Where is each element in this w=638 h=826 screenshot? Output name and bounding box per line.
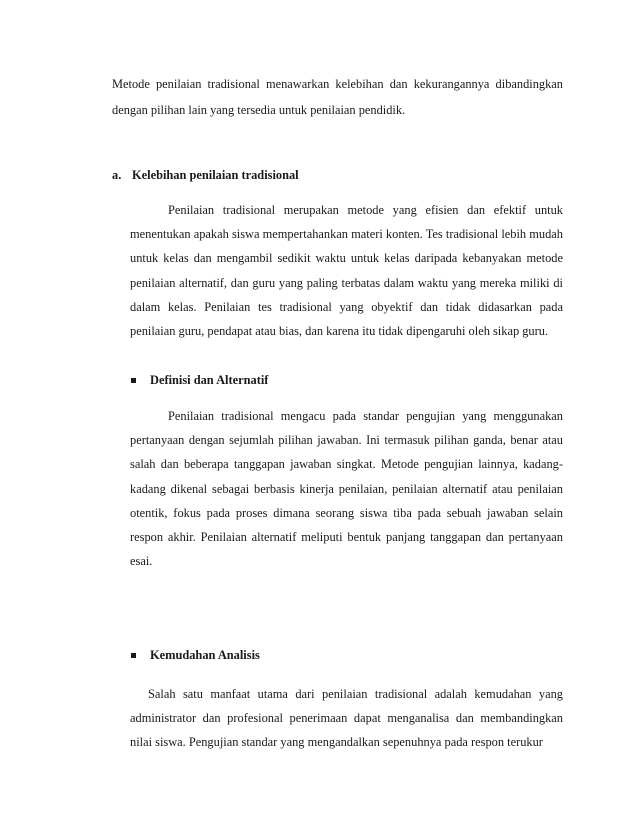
section-a-heading bbox=[112, 165, 299, 185]
section-a-title: Kelebihan penilaian tradisional bbox=[132, 168, 299, 182]
bullet-square-icon bbox=[131, 378, 136, 383]
kemudahan-paragraph: Salah satu manfaat utama dari penilaian tradisional adalah kemudahan yang administrator dan profesional penerimaan dapat menganalisa dan membandingkan nilai siswa. Pengujian standar yang mengandalkan sepenuhnya pada respon terukur bbox=[130, 687, 563, 750]
definisi-paragraph: Penilaian tradisional mengacu pada standar pengujian yang menggunakan pertanyaan dengan sejumlah pilihan jawaban. Ini termasuk pilihan ganda, benar atau salah dan beberapa tanggapan jawaban singkat. Metode pengujian lainnya, kadang-kadang dikenal sebagai berbasis kinerja penilaian, penilaian alternatif atau penilaian otentik, fokus pada proses dimana seorang siswa tiba pada sebuah jawaban selain respon akhir. Penilaian alternatif meliputi bentuk panjang tanggapan dan pertanyaan esai. bbox=[130, 409, 563, 569]
bullet-heading-definisi bbox=[130, 370, 268, 390]
bullet-title: Definisi dan Alternatif bbox=[150, 373, 269, 387]
bullet-square-icon bbox=[131, 653, 136, 658]
section-a-marker: a. bbox=[112, 168, 122, 182]
bullet-heading-kemudahan bbox=[130, 645, 260, 665]
bullet-title: Kemudahan Analisis bbox=[150, 648, 260, 662]
section-a-paragraph: Penilaian tradisional merupakan metode yang efisien dan efektif untuk menentukan apakah siswa mempertahankan materi konten. Tes tradisional lebih mudah untuk kelas dan mengambil sedikit waktu untuk kelas daripada kebanyakan metode penilaian alternatif, dan guru yang paling terbatas dalam waktu yang mereka miliki di dalam kelas. Penilaian tes tradisional yang obyektif dan tidak didasarkan pada penilaian guru, pendapat atau bias, dan karena itu tidak dipengaruhi oleh sikap guru. bbox=[130, 203, 563, 339]
intro-paragraph: Metode penilaian tradisional menawarkan kelebihan dan kekurangannya dibandingkan dengan pilihan lain yang tersedia untuk penilaian pendidik. bbox=[112, 77, 563, 117]
